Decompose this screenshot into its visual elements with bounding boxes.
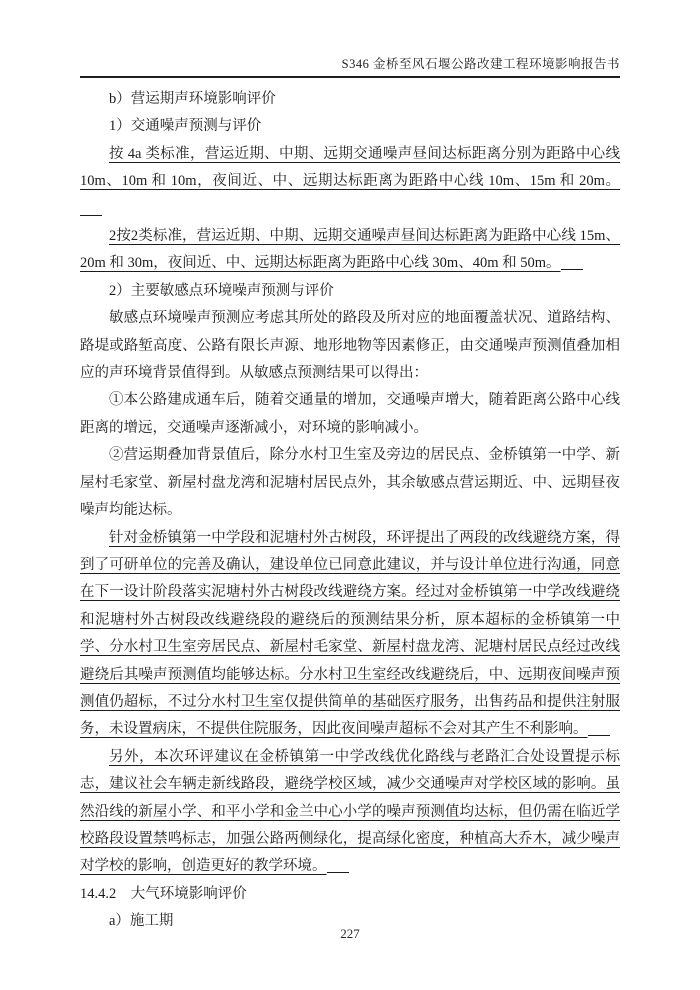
heading-14-4-2-air-environment: 14.4.2 大气环境影响评价 <box>80 885 247 902</box>
page-number: 227 <box>340 926 360 941</box>
document-body <box>80 86 620 936</box>
paragraph-prediction-factors: 敏感点环境噪声预测应考虑其所处的路段及所对应的地面覆盖状况、道路结构、路堤或路堑高度、公路有限长声源、地形地物等因素修正，由交通噪声预测值叠加相应的声环境背景值得到。从敏感点预测结果可以得出： <box>80 310 620 382</box>
paragraph-conclusion-1: ①本公路建成通车后，随着交通量的增加，交通噪声增大，随着距离公路中心线距离的增远，交通噪声逐渐减小，对环境的影响减小。 <box>80 392 620 436</box>
subheading-b-operation-noise: b）营运期声环境影响评价 <box>109 91 276 107</box>
subheading-2-sensitive-points: 2）主要敏感点环境噪声预测与评价 <box>109 282 334 299</box>
paragraph-conclusion-2: ②营运期叠加背景值后，除分水村卫生室及旁边的居民点、金桥镇第一中学、新屋村毛家堂、新屋村盘龙湾和泥塘村居民点外，其余敏感点营运期近、中、远期昼夜噪声均能达标。 <box>80 447 620 519</box>
paragraph-school-suggestions: 另外，本次环评建议在金桥镇第一中学改线优化路线与老路汇合处设置提示标志，建议社会车辆走新线路段，避绕学校区域，减少交通噪声对学校区域的影响。虽然沿线的新屋小学、和平小学和金兰中心小学的噪声预测值均达标，但仍需在临近学校路段设置禁鸣标志，加强公路两侧绿化，提高绿化密度，种植高大乔木，减少噪声对学校的影响，创造更好的教学环境。 <box>80 744 620 881</box>
paragraph-reroute-plan: 针对金桥镇第一中学段和泥塘村外古树段，环评提出了两段的改线避绕方案，得到了可研单位的完善及确认，建设单位已同意此建议，并与设计单位进行沟通，同意在下一设计阶段落实泥塘村外古树段改线避绕方案。经过对金桥镇第一中学改线避绕和泥塘村外古树段改线避绕段的避绕后的预测结果分析，原本超标的金桥镇第一中学、分水村卫生室旁居民点、新屋村毛家堂、新屋村盘龙湾、泥塘村居民点经过改线避绕后其噪声预测值均能够达标。分水村卫生室经改线避绕后，中、远期夜间噪声预测值仍超标，不过分水村卫生室仅提供简单的基础医疗服务，出售药品和提供注射服务，未设置病床，不提供住院服务，因此夜间噪声超标不会对其产生不利影响。 <box>80 525 620 744</box>
paragraph-standard-4a: 按 4a 类标准，营运近期、中期、远期交通噪声昼间达标距离分别为距路中心线 10m、10m 和 10m，夜间近、中、远期达标距离为距路中心线 10m、15m 和 20m。 <box>80 141 620 223</box>
subheading-a-construction-period: a）施工期 <box>109 913 174 930</box>
subheading-1-traffic-noise: 1）交通噪声预测与评价 <box>109 118 262 135</box>
page-header-title: S346 金桥至风石堰公路改建工程环境影响报告书 <box>80 54 620 78</box>
paragraph-standard-2: 2按2类标准，营运近期、中期、远期交通噪声昼间达标距离为距路中心线 15m、20m 和 30m，夜间近、中、远期达标距离为距路中心线 30m、40m 和 50m。 <box>80 223 620 278</box>
